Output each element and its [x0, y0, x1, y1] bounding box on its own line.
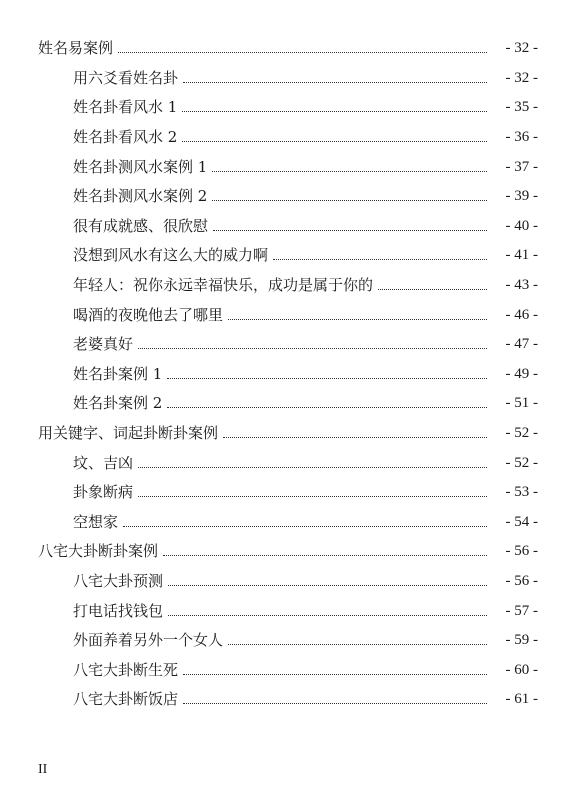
toc-entry-title: 姓名卦测风水案例 2 — [73, 187, 208, 206]
toc-entry[interactable] — [0, 271, 574, 301]
toc-entry[interactable] — [0, 123, 574, 153]
toc-entry-page: - 32 - — [505, 40, 538, 57]
toc-entry-page: - 40 - — [505, 217, 538, 234]
dot-leader — [183, 82, 487, 83]
dot-leader — [273, 259, 487, 260]
toc-entry-page: - 56 - — [505, 572, 538, 589]
toc-entry-page: - 47 - — [505, 336, 538, 353]
toc-entry-title: 很有成就感、很欣慰 — [73, 216, 209, 235]
toc-entry[interactable] — [0, 448, 574, 478]
dot-leader — [167, 407, 487, 408]
toc-entry[interactable] — [0, 478, 574, 508]
dot-leader — [228, 319, 487, 320]
toc-entry-title: 用六爻看姓名卦 — [73, 68, 179, 87]
dot-leader — [223, 437, 487, 438]
toc-entry-title: 用关键字、词起卦断卦案例 — [38, 424, 219, 443]
dot-leader — [123, 526, 487, 527]
toc-entry[interactable] — [0, 626, 574, 656]
toc-entry[interactable] — [0, 93, 574, 123]
toc-entry-page: - 54 - — [505, 513, 538, 530]
toc-entry-page: - 57 - — [505, 602, 538, 619]
toc-entry-page: - 52 - — [505, 425, 538, 442]
toc-entry-title: 年轻人：祝你永远幸福快乐，成功是属于你的 — [73, 276, 374, 295]
dot-leader — [378, 289, 487, 290]
toc-entry-title: 卦象断病 — [73, 483, 134, 502]
dot-leader — [168, 585, 487, 586]
toc-entry[interactable] — [0, 596, 574, 626]
toc-entry[interactable] — [0, 389, 574, 419]
dot-leader — [138, 496, 487, 497]
toc-entry[interactable] — [0, 508, 574, 538]
toc-entry-page: - 56 - — [505, 543, 538, 560]
toc-entry[interactable] — [0, 567, 574, 597]
toc-entry-title: 姓名卦案例 2 — [73, 394, 163, 413]
toc-entry[interactable] — [0, 182, 574, 212]
toc-entry[interactable] — [0, 212, 574, 242]
toc-entry-page: - 60 - — [505, 661, 538, 678]
toc-entry-title: 姓名卦看风水 1 — [73, 98, 178, 117]
toc-entry-page: - 37 - — [505, 158, 538, 175]
toc-entry[interactable] — [0, 241, 574, 271]
toc-entry-title: 老婆真好 — [73, 335, 134, 354]
dot-leader — [138, 467, 487, 468]
toc-entry[interactable] — [0, 655, 574, 685]
dot-leader — [167, 378, 487, 379]
toc-entry[interactable] — [0, 685, 574, 715]
toc-entry-page: - 49 - — [505, 365, 538, 382]
toc-entry-page: - 61 - — [505, 691, 538, 708]
dot-leader — [118, 52, 487, 53]
dot-leader — [212, 200, 487, 201]
toc-entry-title: 打电话找钱包 — [73, 601, 164, 620]
toc-entry-page: - 43 - — [505, 277, 538, 294]
toc-entry-title: 姓名卦测风水案例 1 — [73, 157, 208, 176]
toc-entry-title: 没想到风水有这么大的威力啊 — [73, 246, 269, 265]
dot-leader — [228, 644, 487, 645]
toc-section-entry[interactable] — [0, 537, 574, 567]
toc-entry[interactable] — [0, 152, 574, 182]
toc-entry[interactable] — [0, 300, 574, 330]
toc-section-entry[interactable] — [0, 419, 574, 449]
toc-entry-title: 姓名卦看风水 2 — [73, 128, 178, 147]
dot-leader — [213, 230, 487, 231]
toc-entry-title: 喝酒的夜晚他去了哪里 — [73, 305, 224, 324]
dot-leader — [138, 348, 487, 349]
toc-entry-page: - 53 - — [505, 484, 538, 501]
toc-entry-page: - 32 - — [505, 69, 538, 86]
toc-entry-page: - 51 - — [505, 395, 538, 412]
toc-entry-page: - 46 - — [505, 306, 538, 323]
toc-entry-title: 姓名卦案例 1 — [73, 364, 163, 383]
toc-entry-title: 八宅大卦断卦案例 — [38, 542, 159, 561]
toc-entry-page: - 35 - — [505, 99, 538, 116]
page-number: II — [38, 762, 48, 777]
toc-entry-title: 八宅大卦断饭店 — [73, 690, 179, 709]
toc-entry-title: 外面养着另外一个女人 — [73, 631, 224, 650]
toc-entry-page: - 59 - — [505, 632, 538, 649]
dot-leader — [168, 615, 487, 616]
table-of-contents — [0, 34, 574, 715]
toc-entry[interactable] — [0, 330, 574, 360]
toc-entry-page: - 39 - — [505, 188, 538, 205]
toc-entry-page: - 52 - — [505, 454, 538, 471]
toc-entry-title: 坟、吉凶 — [73, 453, 134, 472]
dot-leader — [182, 111, 487, 112]
toc-entry[interactable] — [0, 360, 574, 390]
toc-entry-title: 八宅大卦预测 — [73, 571, 164, 590]
dot-leader — [183, 674, 487, 675]
dot-leader — [163, 555, 487, 556]
toc-entry[interactable] — [0, 64, 574, 94]
toc-entry-title: 八宅大卦断生死 — [73, 660, 179, 679]
toc-entry-title: 空想家 — [73, 512, 119, 531]
toc-entry-page: - 41 - — [505, 247, 538, 264]
toc-entry-title: 姓名易案例 — [38, 39, 114, 58]
toc-section-entry[interactable] — [0, 34, 574, 64]
dot-leader — [183, 703, 487, 704]
dot-leader — [212, 171, 487, 172]
toc-entry-page: - 36 - — [505, 129, 538, 146]
dot-leader — [182, 141, 487, 142]
